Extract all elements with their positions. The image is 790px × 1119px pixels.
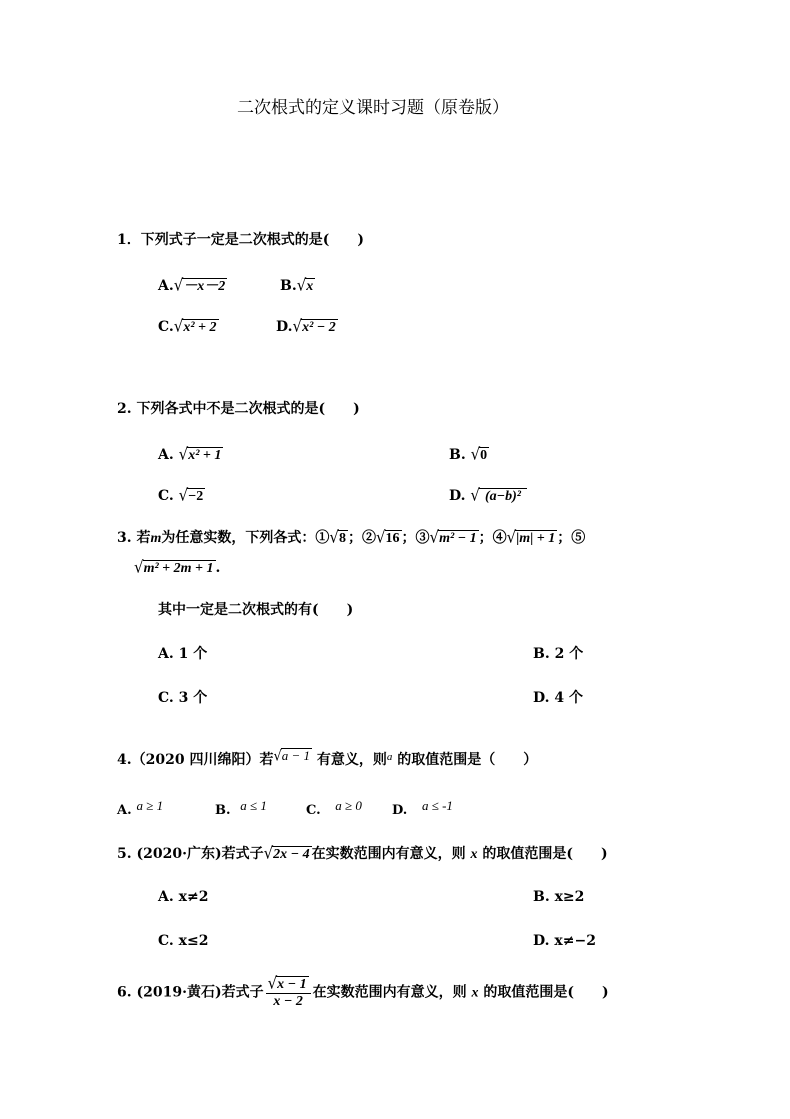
q4-option-d-label: D.	[392, 803, 408, 818]
q4-radical: a − 1	[281, 748, 311, 763]
q4-option-d-expr: a ≤ -1	[421, 798, 453, 813]
q1-option-a[interactable]	[158, 276, 227, 295]
q2-option-b-expr: 0	[480, 448, 488, 463]
q2-stem: 2. 下列各式中不是二次根式的是( )	[117, 401, 360, 417]
q6-fraction	[266, 974, 311, 1011]
q5-option-a[interactable]: A. x≠2	[158, 889, 209, 905]
q6-variable: x	[471, 985, 479, 1001]
q2-option-d-expr: (a−b)²	[479, 488, 527, 505]
q2-option-b-label: B.	[449, 447, 466, 463]
q3-stem	[117, 528, 585, 548]
q1-option-a-expr: －x－2	[183, 279, 226, 294]
q4-option-c-label: C.	[306, 803, 321, 818]
sqrt-symbol: √|m| + 1	[506, 527, 556, 547]
q3-separator-5: ；⑤	[557, 530, 586, 546]
q6-numerator: x − 1	[277, 977, 307, 992]
q4-stem-end: 的取值范围是（ ）	[397, 752, 538, 768]
q1-option-c[interactable]	[158, 317, 219, 336]
sqrt-symbol: √x² − 2	[292, 316, 336, 336]
q3-option-a[interactable]: A. 1 个	[158, 646, 208, 662]
q5-radical: 2x − 4	[273, 847, 310, 862]
q1-option-c-expr: x² + 2	[183, 320, 217, 335]
q4-stem	[117, 748, 537, 769]
q4-stem-prefix: 4.（2020 四川绵阳）若	[117, 752, 274, 768]
q1-option-b[interactable]	[280, 276, 315, 295]
q2-option-d-label: D.	[449, 488, 466, 504]
page-title: 二次根式的定义课时习题（原卷版）	[237, 98, 509, 118]
q6-denominator: x − 2	[273, 994, 303, 1010]
sqrt-symbol: √ (a−b)²	[470, 486, 527, 505]
q3-stem-continued	[134, 558, 220, 577]
q4-option-a[interactable]	[117, 798, 163, 819]
q4-variable: a	[386, 751, 393, 763]
q3-option-d[interactable]: D. 4 个	[533, 690, 584, 706]
q3-variable: m	[150, 531, 162, 546]
q3-stem-mid: 为任意实数，下列各式：①	[161, 530, 330, 546]
q5-stem-mid: 在实数范围内有意义，则	[311, 846, 466, 862]
q6-stem	[117, 974, 609, 1011]
q2-option-b[interactable]	[449, 445, 489, 464]
q5-stem-end: 的取值范围是( )	[482, 846, 608, 862]
q6-stem-mid: 在实数范围内有意义，则	[312, 984, 467, 1001]
q4-option-a-expr: a ≥ 1	[136, 798, 164, 813]
sqrt-symbol: √a − 1	[273, 748, 311, 765]
sqrt-symbol: √−2	[178, 485, 204, 505]
q3-separator-4: ；④	[478, 530, 507, 546]
q3-radical-2: 16	[385, 531, 400, 546]
sqrt-symbol: √m² − 1	[429, 527, 477, 547]
q5-variable: x	[470, 847, 478, 862]
q4-option-c[interactable]	[306, 798, 362, 819]
q4-option-b-label: B.	[215, 803, 231, 818]
sqrt-symbol: √16	[375, 527, 400, 547]
q5-stem-prefix: 5. (2020·广东)若式子	[117, 846, 264, 862]
q1-option-a-label: A.	[158, 278, 174, 294]
q4-option-c-expr: a ≥ 0	[335, 798, 362, 813]
q5-stem	[117, 844, 608, 864]
q3-period: .	[215, 560, 221, 576]
q3-radical-4: |m| + 1	[516, 531, 556, 546]
q1-option-d[interactable]	[276, 317, 338, 336]
sqrt-symbol: √0	[470, 444, 488, 464]
sqrt-symbol: √m² + 2m + 1	[134, 557, 214, 577]
sqrt-symbol: √x − 1	[267, 973, 307, 993]
sqrt-symbol: √－x－2	[173, 275, 226, 295]
q4-option-d[interactable]	[392, 798, 453, 819]
q3-separator-2: ；②	[347, 530, 376, 546]
q1-option-b-label: B.	[280, 278, 297, 294]
q3-separator-3: ；③	[401, 530, 430, 546]
q2-option-a-expr: x² + 1	[188, 448, 222, 463]
q4-option-b-expr: a ≤ 1	[240, 798, 267, 813]
q1-option-c-label: C.	[158, 319, 174, 335]
q2-option-a[interactable]	[158, 445, 223, 464]
q3-option-b[interactable]: B. 2 个	[533, 646, 584, 662]
q3-radical-5: m² + 2m + 1	[143, 561, 214, 576]
q2-option-c-expr: −2	[188, 489, 204, 504]
q2-option-d[interactable]	[449, 486, 527, 505]
q2-option-c[interactable]	[158, 486, 205, 505]
q4-option-b[interactable]	[215, 798, 267, 819]
q2-option-c-label: C.	[158, 488, 174, 504]
sqrt-symbol: √x² + 2	[173, 316, 217, 336]
q6-stem-end: 的取值范围是( )	[483, 984, 609, 1001]
sqrt-symbol: √x	[296, 275, 314, 295]
sqrt-symbol: √x² + 1	[178, 444, 222, 464]
q5-option-b[interactable]: B. x≥2	[533, 889, 585, 905]
q1-option-d-label: D.	[276, 319, 293, 335]
q3-radical-1: 8	[338, 531, 346, 546]
q3-substem: 其中一定是二次根式的有( )	[158, 602, 354, 618]
sqrt-symbol: √8	[329, 527, 346, 547]
q1-option-b-expr: x	[306, 279, 314, 294]
q2-option-a-label: A.	[158, 447, 174, 463]
q6-stem-prefix: 6. (2019·黄石)若式子	[117, 984, 264, 1001]
q5-option-d[interactable]: D. x≠−2	[533, 933, 596, 949]
q3-radical-3: m² − 1	[439, 531, 477, 546]
q5-option-c[interactable]: C. x≤2	[158, 933, 209, 949]
sqrt-symbol: √2x − 4	[263, 843, 310, 863]
q1-stem: 1．下列式子一定是二次根式的是( )	[117, 232, 364, 248]
q4-option-a-label: A.	[117, 803, 132, 818]
q3-option-c[interactable]: C. 3 个	[158, 690, 208, 706]
q3-stem-prefix: 3. 若	[117, 530, 151, 546]
q1-option-d-expr: x² − 2	[302, 320, 336, 335]
q4-stem-mid: 有意义，则	[316, 752, 387, 768]
